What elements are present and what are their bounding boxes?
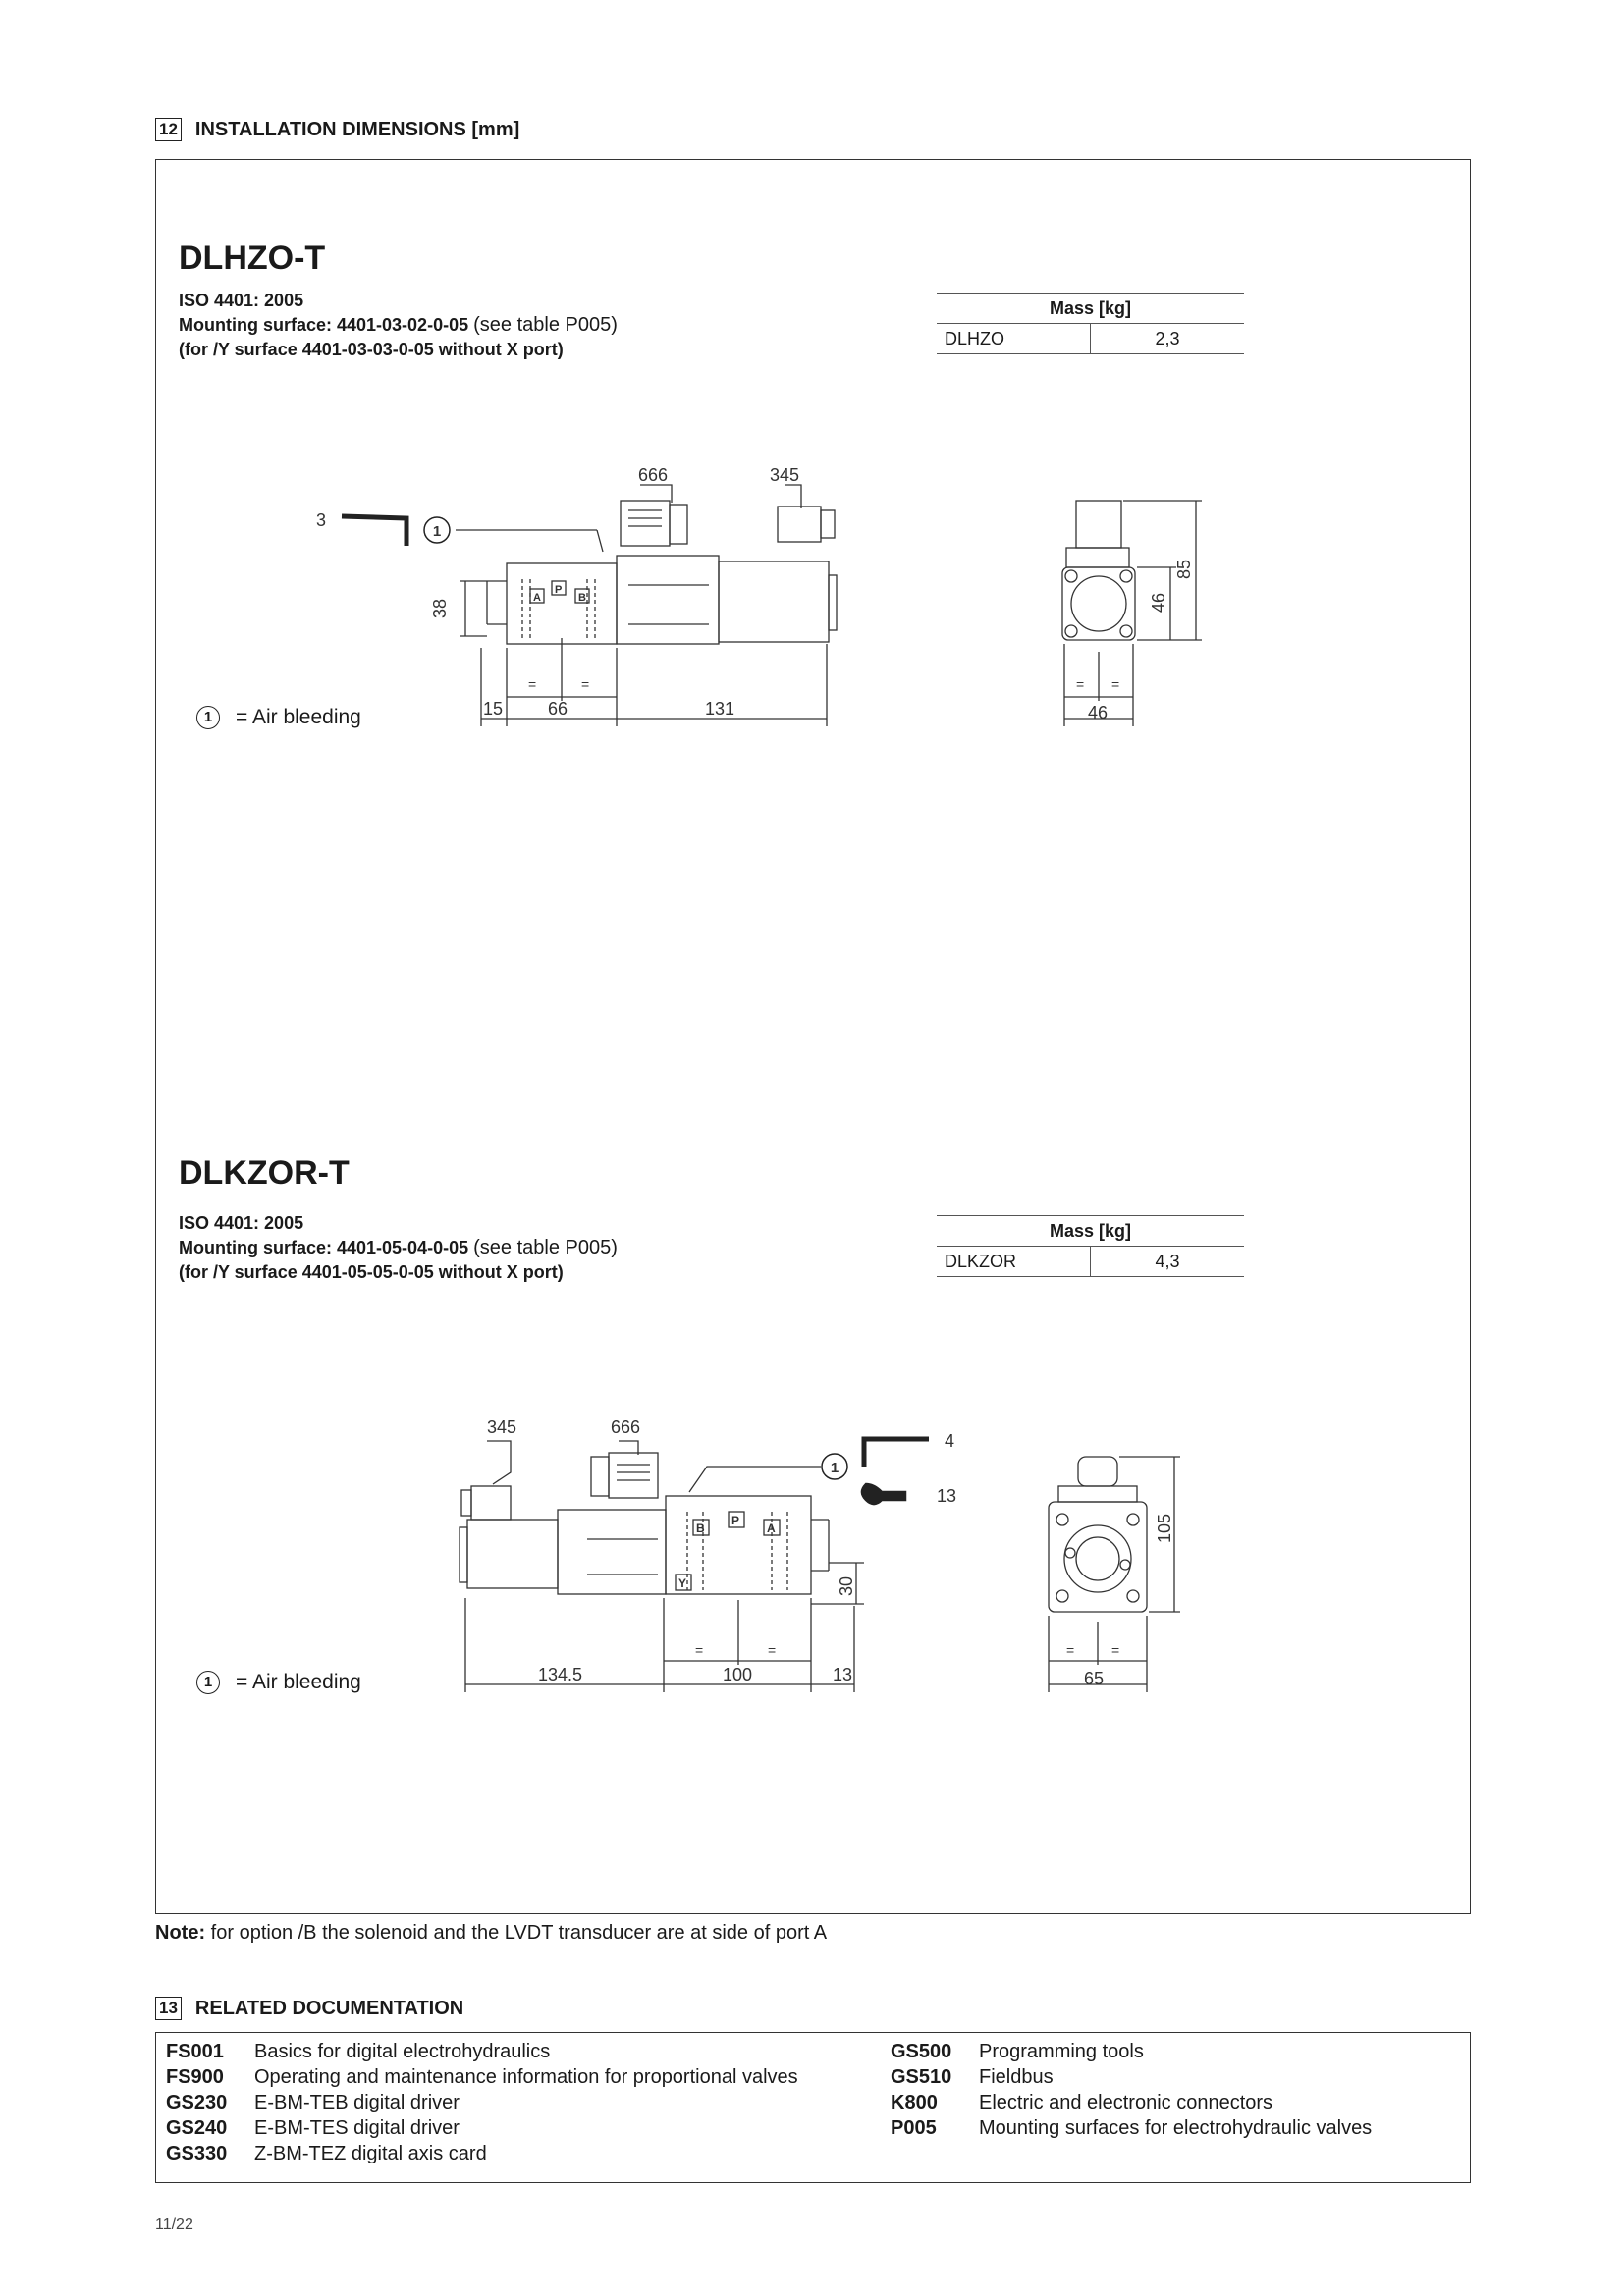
mass-model: DLKZOR: [937, 1247, 1091, 1277]
dim-hex-4: 4: [945, 1431, 955, 1451]
mass-header: Mass [kg]: [937, 1216, 1244, 1247]
dim-46-v: 46: [1149, 592, 1168, 613]
dim-15: 15: [483, 699, 504, 719]
dim-hex-3: 3: [316, 510, 327, 530]
dlkzor-mounting-ref: (see table P005): [473, 1237, 618, 1258]
legend-text: = Air bleeding: [236, 706, 361, 728]
eq-end-right: =: [1111, 676, 1120, 692]
dim-85: 85: [1174, 559, 1194, 579]
doc-code: GS330: [166, 2143, 228, 2164]
dlkzor-callout-number: 1: [830, 1460, 839, 1476]
dlhzo-y-surface: (for /Y surface 4401-03-03-0-05 without X port): [179, 340, 564, 359]
dim-100: 100: [723, 1665, 753, 1684]
section-13-header: [155, 1997, 463, 2020]
doc-code: GS500: [891, 2041, 952, 2062]
footer-date: 11/22: [155, 2216, 193, 2233]
dlhzo-iso: ISO 4401: 2005: [179, 291, 304, 310]
doc-item: [166, 2141, 487, 2166]
related-docs-box: [155, 2032, 1471, 2183]
section-number: 12: [155, 118, 182, 141]
doc-item: [891, 2039, 1144, 2064]
dim-666: 666: [611, 1417, 641, 1437]
doc-desc: Z-BM-TEZ digital axis card: [254, 2143, 487, 2164]
mass-model: DLHZO: [937, 324, 1091, 354]
port-p: P: [731, 1514, 740, 1527]
eq-left: =: [695, 1642, 704, 1658]
doc-code: K800: [891, 2092, 938, 2113]
doc-desc: Mounting surfaces for electrohydraulic valves: [979, 2117, 1373, 2139]
doc-code: GS230: [166, 2092, 228, 2113]
dim-131: 131: [705, 699, 735, 719]
note-label: Note:: [155, 1922, 206, 1944]
dim-345: 345: [487, 1417, 517, 1437]
note-text: for option /B the solenoid and the LVDT transducer are at side of port A: [210, 1922, 828, 1944]
doc-item: [166, 2064, 798, 2090]
legend-callout: 1: [196, 706, 220, 729]
dlkzor-y-surface: (for /Y surface 4401-05-05-0-05 without X port): [179, 1262, 564, 1282]
eq-end-right: =: [1111, 1642, 1120, 1658]
dlkzor-iso: ISO 4401: 2005: [179, 1213, 304, 1233]
doc-desc: E-BM-TEB digital driver: [254, 2092, 460, 2113]
dim-30: 30: [837, 1575, 856, 1596]
doc-desc: Programming tools: [979, 2041, 1144, 2062]
doc-desc: Fieldbus: [979, 2066, 1054, 2088]
dim-46-h: 46: [1088, 703, 1109, 722]
doc-desc: Electric and electronic connectors: [979, 2092, 1273, 2113]
doc-code: P005: [891, 2117, 937, 2139]
dim-345: 345: [770, 465, 800, 485]
mass-value: 4,3: [1091, 1247, 1245, 1277]
dlhzo-mounting-ref: (see table P005): [473, 314, 618, 336]
dlkzor-legend: [196, 1671, 361, 1694]
dlhzo-title: DLHZO-T: [179, 240, 326, 277]
doc-code: GS510: [891, 2066, 952, 2088]
note: [155, 1922, 827, 1945]
dim-65: 65: [1084, 1669, 1105, 1688]
port-b: B: [696, 1522, 705, 1535]
doc-code: GS240: [166, 2117, 228, 2139]
eq-right: =: [768, 1642, 777, 1658]
section-title: INSTALLATION DIMENSIONS [mm]: [194, 118, 520, 140]
section-number: 13: [155, 1997, 182, 2020]
doc-item: [166, 2115, 460, 2141]
doc-item: [891, 2090, 1272, 2115]
doc-item: [166, 2090, 460, 2115]
doc-code: FS900: [166, 2066, 224, 2088]
mass-header: Mass [kg]: [937, 294, 1244, 324]
port-a: A: [533, 592, 541, 604]
port-a: A: [767, 1522, 776, 1535]
dim-105: 105: [1155, 1513, 1174, 1543]
doc-item: [166, 2039, 550, 2064]
dim-666: 666: [638, 465, 669, 485]
dim-38: 38: [430, 598, 450, 618]
legend-text: = Air bleeding: [236, 1671, 361, 1693]
dim-13: 13: [833, 1665, 853, 1684]
dlhzo-callout-number: 1: [432, 523, 442, 540]
port-y: Y: [678, 1576, 687, 1590]
doc-desc: Operating and maintenance information for proportional valves: [254, 2066, 798, 2088]
port-b: B: [578, 592, 586, 604]
mass-value: 2,3: [1091, 324, 1245, 354]
port-p: P: [555, 584, 563, 596]
dlhzo-mounting-label: Mounting surface: 4401-03-02-0-05: [179, 315, 469, 335]
eq-right: =: [581, 676, 590, 692]
dim-wrench-13: 13: [937, 1486, 957, 1506]
doc-desc: E-BM-TES digital driver: [254, 2117, 460, 2139]
eq-end-left: =: [1076, 676, 1085, 692]
dim-66: 66: [548, 699, 568, 719]
dlkzor-mounting-label: Mounting surface: 4401-05-04-0-05: [179, 1238, 469, 1257]
eq-end-left: =: [1066, 1642, 1075, 1658]
doc-code: FS001: [166, 2041, 224, 2062]
dlkzor-title: DLKZOR-T: [179, 1154, 350, 1192]
section-title: RELATED DOCUMENTATION: [194, 1997, 464, 2019]
legend-callout: 1: [196, 1671, 220, 1694]
dim-134-5: 134.5: [538, 1665, 583, 1684]
doc-desc: Basics for digital electrohydraulics: [254, 2041, 551, 2062]
doc-item: [891, 2115, 1372, 2141]
doc-item: [891, 2064, 1054, 2090]
eq-left: =: [528, 676, 537, 692]
